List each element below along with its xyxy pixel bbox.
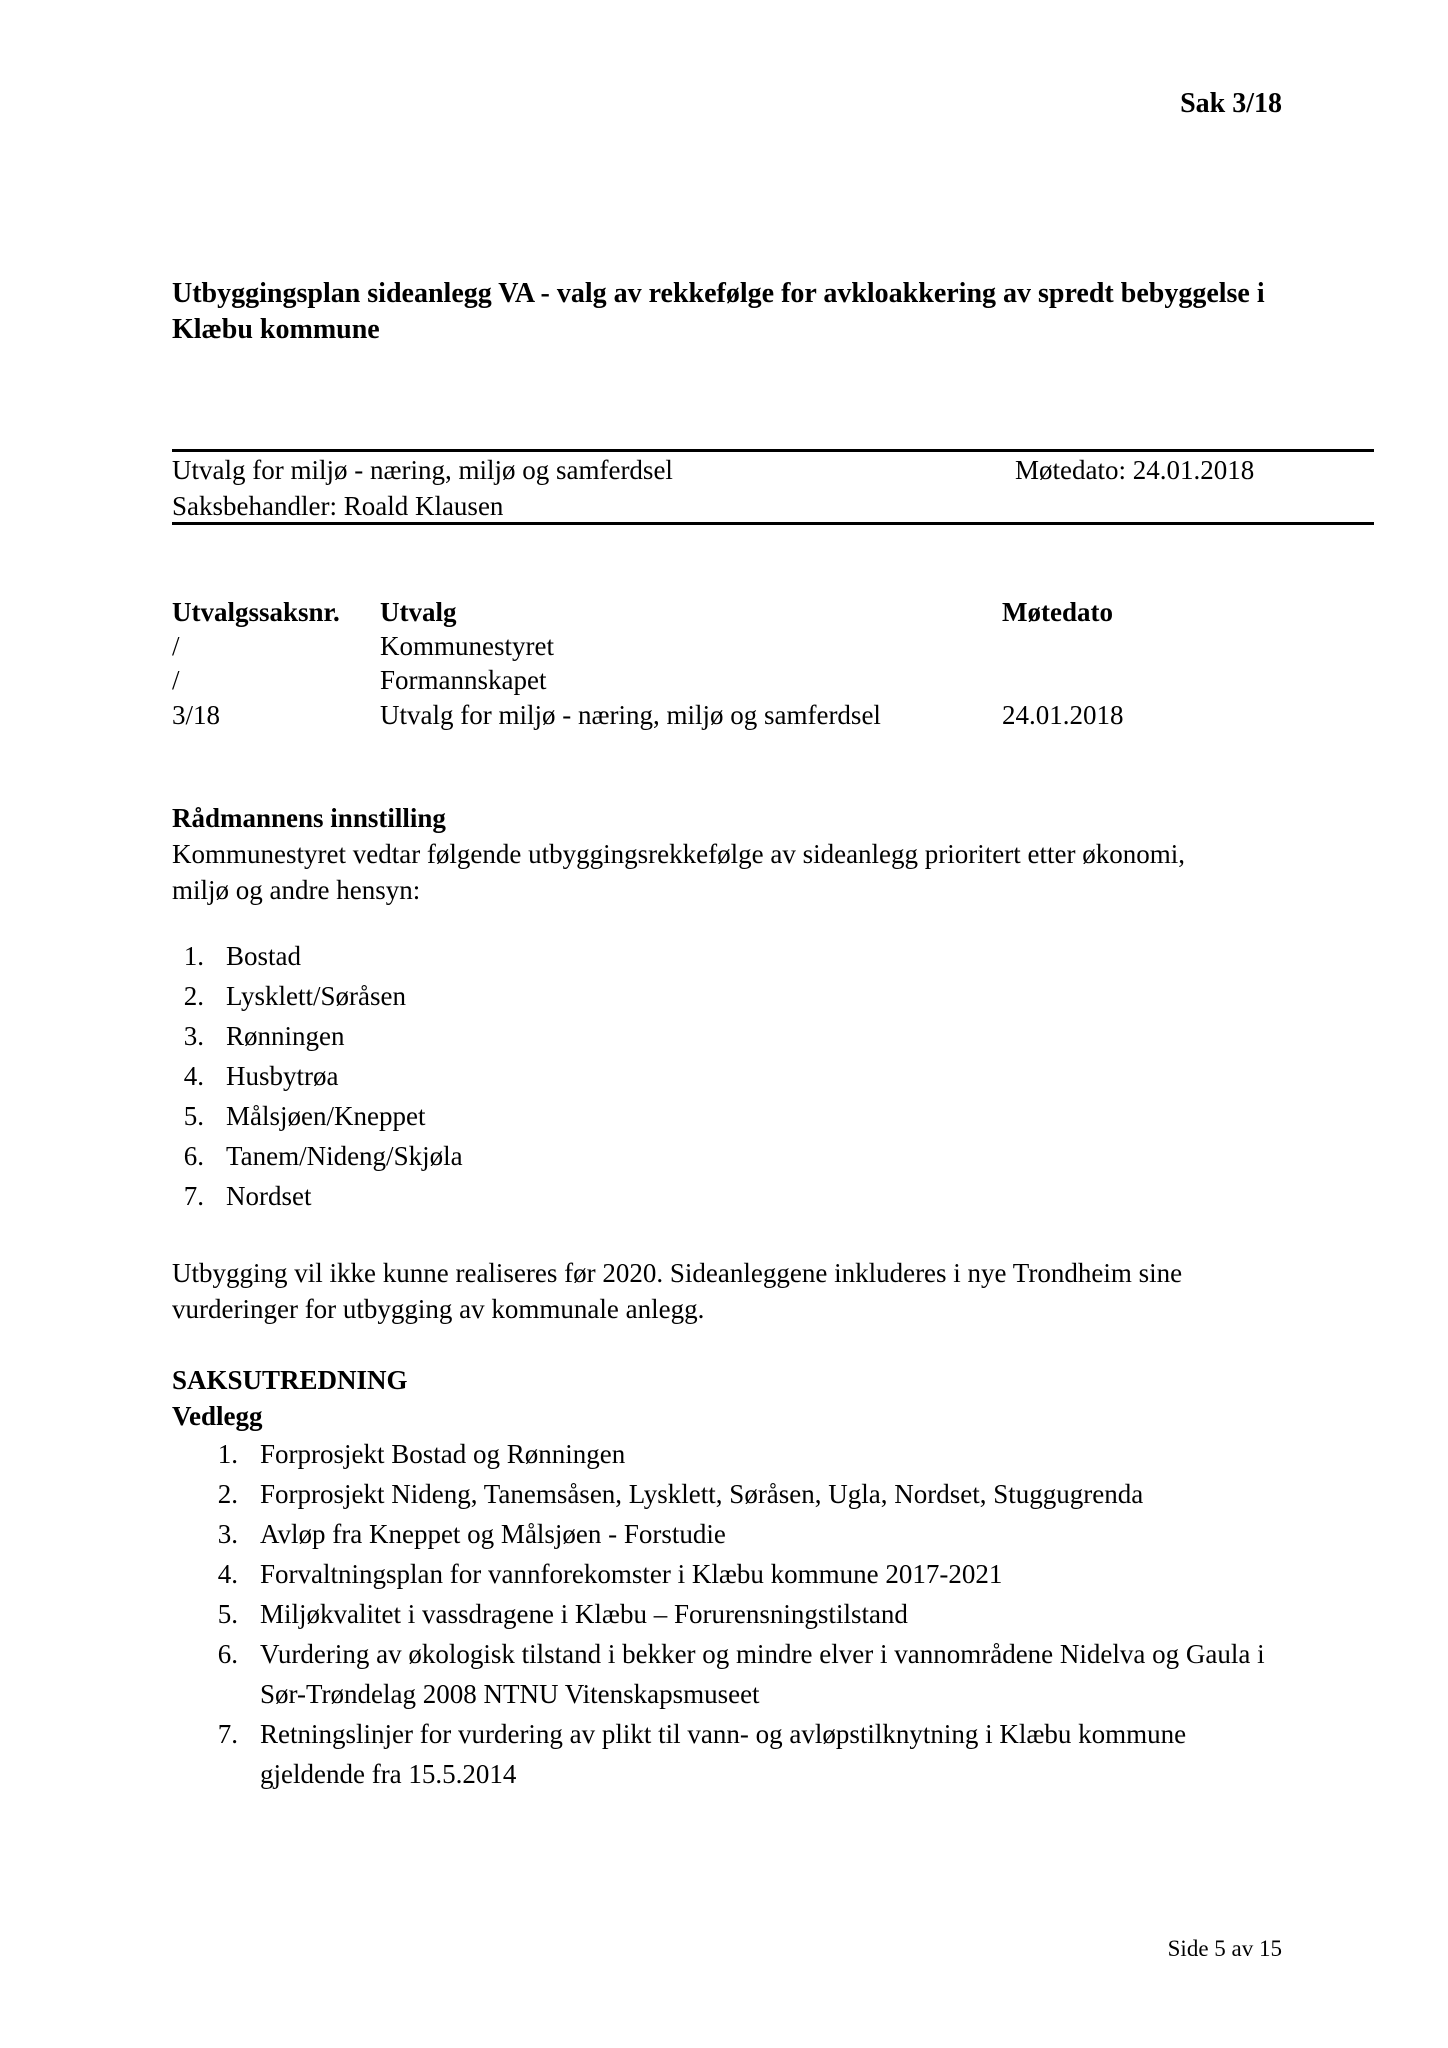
table-header-casenr: Utvalgssaksnr. [172,597,340,627]
recommendation-intro-cont: miljø og andre hensyn: [172,875,421,905]
list-item: 3. Avløp fra Kneppet og Målsjøen - Forstudie [217,1519,726,1549]
table-cell: Utvalg for miljø - næring, miljø og samferdsel [380,700,881,730]
bottom-rule [172,522,1374,525]
list-item: 5. Målsjøen/Kneppet [183,1101,426,1131]
list-item: 1. Bostad [183,941,302,971]
case-handler: Saksbehandler: Roald Klausen [172,491,504,521]
list-item: 2. Lysklett/Søråsen [183,981,406,1011]
table-header-committee: Utvalg [380,597,457,627]
table-cell: 3/18 [172,700,221,730]
table-cell: / [172,665,180,695]
recommendation-note-cont: vurderinger for utbygging av kommunale anlegg. [172,1294,705,1324]
list-item: 7. Nordset [183,1181,312,1211]
list-item: 2. Forprosjekt Nideng, Tanemsåsen, Lysklett, Søråsen, Ugla, Nordset, Stuggugrenda [217,1479,1144,1509]
attachments-list [208,1434,1268,1794]
list-item: 5. Miljøkvalitet i vassdragene i Klæbu – Forurensningstilstand [217,1599,908,1629]
table-cell: / [172,631,180,661]
table-cell: Formannskapet [380,665,547,695]
priority-list [172,936,772,1216]
page-number: Side 5 av 15 [1167,1936,1282,1961]
list-item: 4. Husbytrøa [183,1061,339,1091]
recommendation-note: Utbygging vil ikke kunne realiseres før 2020. Sideanleggene inkluderes i nye Trondheim sine [172,1258,1183,1288]
case-reference: Sak 3/18 [1180,88,1282,119]
list-item: 3. Rønningen [183,1021,345,1051]
table-cell: 24.01.2018 [1002,700,1124,730]
list-item: 6. Tanem/Nideng/Skjøla [183,1141,463,1171]
list-item: 4. Forvaltningsplan for vannforekomster i Klæbu kommune 2017-2021 [217,1559,1003,1589]
recommendation-heading: Rådmannens innstilling [172,803,446,833]
saksutredning-heading: SAKSUTREDNING [172,1365,408,1395]
committee-name: Utvalg for miljø - næring, miljø og samferdsel [172,455,673,485]
table-cell: Kommunestyret [380,631,554,661]
meeting-date: Møtedato: 24.01.2018 [1015,455,1255,485]
recommendation-intro: Kommunestyret vedtar følgende utbyggingsrekkefølge av sideanlegg prioritert etter økonomi, [172,839,1185,869]
table-header-date: Møtedato [1002,597,1113,627]
document-title: Utbyggingsplan sideanlegg VA - valg av rekkefølge for avkloakkering av spredt bebyggelse i Klæbu kommune [172,278,1265,345]
list-item: 6. Vurdering av økologisk tilstand i bekker og mindre elver i vannområdene Nidelva og Gaula i Sør-Trøndelag 2008 NTNU Vitenskapsmuseet [217,1639,1265,1709]
list-item: 7. Retningslinjer for vurdering av plikt til vann- og avløpstilknytning i Klæbu kommune gjeldende fra 15.5.2014 [217,1719,1187,1789]
attachments-heading: Vedlegg [172,1401,263,1431]
list-item: 1. Forprosjekt Bostad og Rønningen [217,1439,626,1469]
